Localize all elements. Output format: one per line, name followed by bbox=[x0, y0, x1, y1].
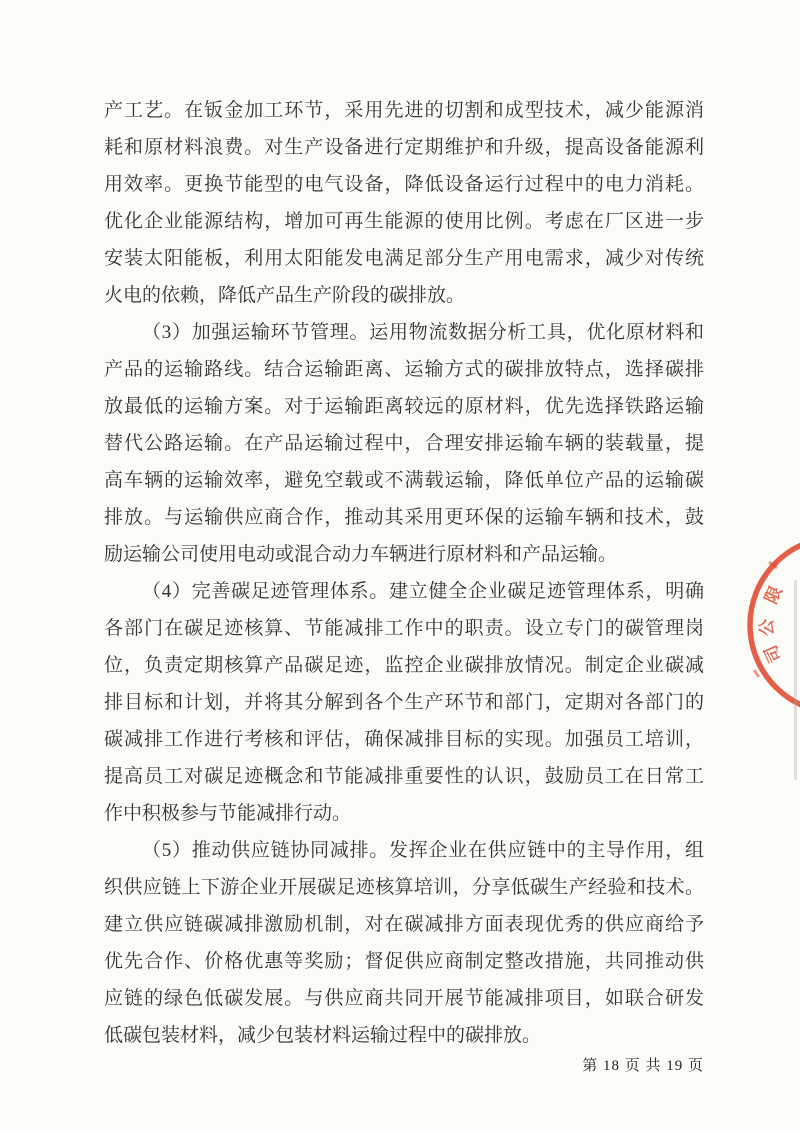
text-line: 应链的绿色低碳发展。与供应商共同开展节能减排项目，如联合研发 bbox=[104, 988, 704, 1009]
text-line: （3）加强运输环节管理。运用物流数据分析工具，优化原材料和 bbox=[142, 322, 704, 343]
company-stamp-icon bbox=[738, 535, 800, 710]
text-line: 位，负责定期核算产品碳足迹，监控企业碳排放情况。制定企业碳减 bbox=[104, 655, 704, 676]
text-line: 低碳包装材料，减少包装材料运输过程中的碳排放。 bbox=[104, 1025, 542, 1046]
stamp-char: 限 bbox=[761, 583, 786, 607]
text-line: 织供应链上下游企业开展碳足迹核算培训，分享低碳生产经验和技术。 bbox=[104, 877, 704, 898]
text-line: 放最低的运输方案。对于运输距离较远的原材料，优先选择铁路运输 bbox=[104, 396, 704, 417]
stamp-partial-glyph bbox=[754, 670, 759, 677]
stamp-char: 公 bbox=[757, 618, 777, 637]
page-number: 第 18 页 共 19 页 bbox=[582, 1058, 704, 1074]
text-line: 励运输公司使用电动或混合动力车辆进行原材料和产品运输。 bbox=[104, 544, 618, 565]
text-line: 火电的依赖，降低产品生产阶段的碳排放。 bbox=[104, 285, 466, 306]
text-line: 排放。与运输供应商合作，推动其采用更环保的运输车辆和技术，鼓 bbox=[104, 507, 704, 528]
text-line: 作中积极参与节能减排行动。 bbox=[104, 803, 352, 824]
document-body bbox=[104, 92, 704, 1054]
text-line: 建立供应链碳减排激励机制，对在碳减排方面表现优秀的供应商给予 bbox=[104, 914, 704, 935]
text-line: 安装太阳能板，利用太阳能发电满足部分生产用电需求，减少对传统 bbox=[104, 248, 704, 269]
text-line: 排目标和计划，并将其分解到各个生产环节和部门，定期对各部门的 bbox=[104, 692, 704, 713]
text-line: 产工艺。在钣金加工环节，采用先进的切割和成型技术，减少能源消 bbox=[104, 100, 704, 121]
text-line: （5）推动供应链协同减排。发挥企业在供应链中的主导作用，组 bbox=[142, 840, 704, 861]
text-line: 产品的运输路线。结合运输距离、运输方式的碳排放特点，选择碳排 bbox=[104, 359, 704, 380]
text-line: 用效率。更换节能型的电气设备，降低设备运行过程中的电力消耗。 bbox=[104, 174, 704, 195]
scan-edge-shadow bbox=[794, 580, 797, 780]
text-line: 碳减排工作进行考核和评估，确保减排目标的实现。加强员工培训， bbox=[104, 729, 704, 750]
text-line: 各部门在碳足迹核算、节能减排工作中的职责。设立专门的碳管理岗 bbox=[104, 618, 704, 639]
text-line: 耗和原材料浪费。对生产设备进行定期维护和升级，提高设备能源利 bbox=[104, 137, 704, 158]
text-line: 优化企业能源结构，增加可再生能源的使用比例。考虑在厂区进一步 bbox=[104, 211, 704, 232]
stamp-char: 司 bbox=[761, 642, 786, 666]
text-line: 替代公路运输。在产品运输过程中，合理安排运输车辆的装载量，提 bbox=[104, 433, 704, 454]
text-line: 提高员工对碳足迹概念和节能减排重要性的认识，鼓励员工在日常工 bbox=[104, 766, 704, 787]
text-line: 优先合作、价格优惠等奖励；督促供应商制定整改措施，共同推动供 bbox=[104, 951, 704, 972]
text-line: 高车辆的运输效率，避免空载或不满载运输，降低单位产品的运输碳 bbox=[104, 470, 704, 491]
text-line: （4）完善碳足迹管理体系。建立健全企业碳足迹管理体系，明确 bbox=[142, 581, 704, 602]
